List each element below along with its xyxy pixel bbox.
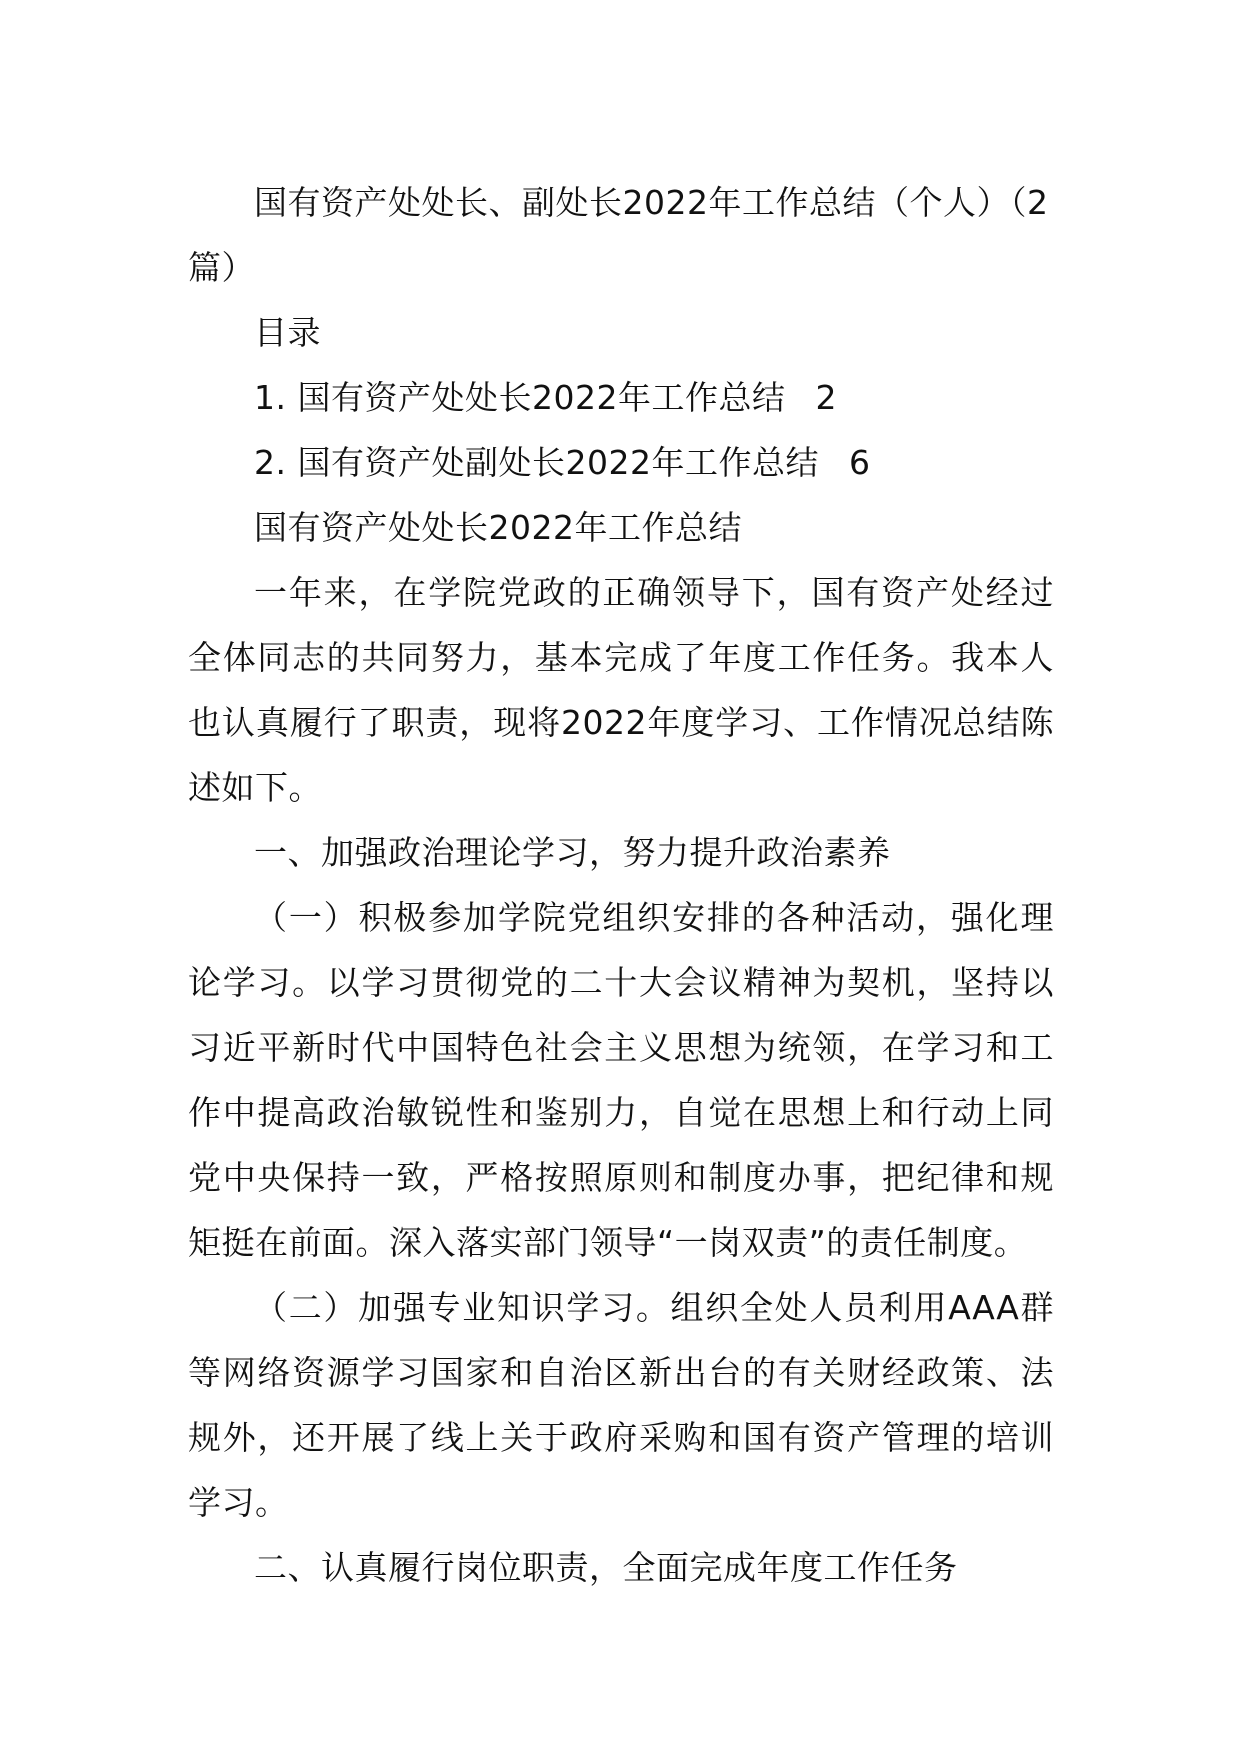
document-page bbox=[188, 170, 1054, 1600]
heading-one: 一、加强政治理论学习，努力提升政治素养 bbox=[254, 833, 891, 872]
heading-two: 二、认真履行岗位职责，全面完成年度工作任务 bbox=[254, 1548, 958, 1587]
toc-item[interactable] bbox=[188, 365, 1054, 430]
toc-heading: 目录 bbox=[254, 313, 321, 352]
toc-item-label: 2. 国有资产处副处长2022年工作总结 bbox=[254, 443, 819, 482]
toc-item-label: 1. 国有资产处处长2022年工作总结 bbox=[254, 378, 786, 417]
subsection-one-paragraph: （一）积极参加学院党组织安排的各种活动，强化理论学习。以学习贯彻党的二十大会议精神为契机，坚持以习近平新时代中国特色社会主义思想为统领，在学习和工作中提高政治敏锐性和鉴别力，自觉在思想上和行动上同党中央保持一致，严格按照原则和制度办事，把纪律和规矩挺在前面。深入落实部门领导“一岗双责”的责任制度。 bbox=[188, 898, 1054, 1262]
intro-paragraph: 一年来，在学院党政的正确领导下，国有资产处经过全体同志的共同努力，基本完成了年度工作任务。我本人也认真履行了职责，现将2022年度学习、工作情况总结陈述如下。 bbox=[188, 573, 1054, 807]
toc-item-page: 6 bbox=[848, 443, 871, 482]
toc-item[interactable] bbox=[188, 430, 1054, 495]
subsection-two-paragraph: （二）加强专业知识学习。组织全处人员利用AAA群等网络资源学习国家和自治区新出台的有关财经政策、法规外，还开展了线上关于政府采购和国有资产管理的培训学习。 bbox=[188, 1288, 1054, 1522]
section-title: 国有资产处处长2022年工作总结 bbox=[254, 508, 742, 547]
toc-item-page: 2 bbox=[815, 378, 837, 417]
document-title: 国有资产处处长、副处长2022年工作总结（个人）（2篇） bbox=[188, 183, 1049, 287]
